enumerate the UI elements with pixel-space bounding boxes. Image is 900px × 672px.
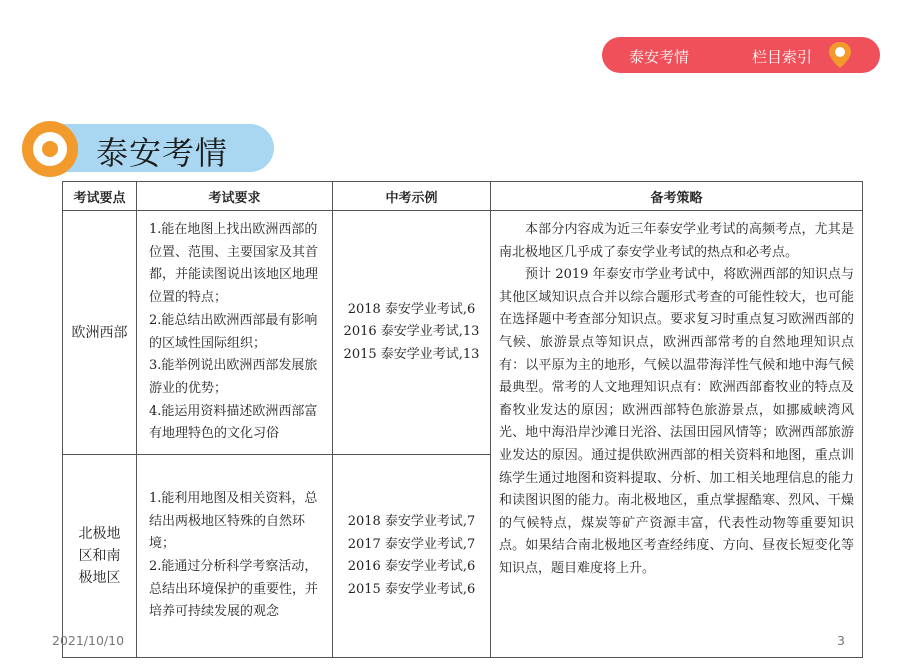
example-item: 2016 泰安学业考试,6	[347, 559, 476, 574]
header-exam-requirement: 考试要求	[137, 182, 333, 211]
region-cell	[63, 455, 137, 658]
table-row	[63, 211, 863, 455]
page-number: 3	[837, 633, 845, 648]
strategy-cell	[491, 211, 863, 658]
requirement-item: 2.能总结出欧洲西部最有影响的区域性国际组织；	[149, 312, 318, 351]
requirement-item: 2.能通过分析科学考察活动，总结出环境保护的重要性，并培养可持续发展的观念	[149, 559, 319, 620]
header-prep-strategy: 备考策略	[491, 182, 863, 211]
example-item: 2016 泰安学业考试,13	[343, 324, 480, 340]
example-item: 2015 泰安学业考试,13	[343, 346, 480, 362]
header-exam-point: 考试要点	[63, 182, 137, 211]
example-item: 2018 泰安学业考试,7	[347, 514, 476, 529]
strategy-paragraph: 预计 2019 年泰安市学业考试中，将欧洲西部的知识点与其他区域知识点合并以综合题形式考查的可能性较大，也可能在选择题中考查部分知识点。要求复习时重点复习欧洲西部的气候、旅游景点等知识点，欧洲西部常考的自然地理知识点有：以平原为主的地形，气候以温带海洋性气候和地中海气候最典型。常考的人文地理知识点有：欧洲西部畜牧业的特点及畜牧业发达的原因；欧洲西部特色旅游景点，如挪威峡湾风光、地中海沿岸沙滩日光浴、法国田园风情等；欧洲西部旅游业发达的原因。通过提供欧洲西部的相关资料和地图，重点训练学生通过地图和资料提取、分析、加工相关地理信息的能力和读图识图的能力。南北极地区，重点掌握酷寒、烈风、干燥的气候特点，煤炭等矿产资源丰富，代表性动物等重要知识点。如果结合南北极地区考查经纬度、方向、昼夜长短变化等知识点，题目难度将上升。	[499, 267, 854, 576]
requirements-cell	[137, 211, 333, 455]
example-item: 2015 泰安学业考试,6	[347, 581, 476, 597]
requirement-item: 1.能在地图上找出欧洲西部的位置、范围、主要国家及其首都，并能读图说出该地区地理位置的特点；	[149, 221, 319, 306]
strategy-paragraph: 本部分内容成为近三年泰安学业考试的高频考点，尤其是南北极地区几乎成了泰安学业考试的热点和必考点。	[499, 222, 854, 260]
target-icon-center	[42, 141, 58, 157]
example-item: 2017 泰安学业考试,7	[347, 536, 476, 552]
requirement-item: 3.能举例说出欧洲西部发展旅游业的优势；	[149, 358, 318, 396]
requirement-item: 1.能利用地图及相关资料，总结出两极地区特殊的自然环境；	[149, 490, 318, 552]
header-exam-examples: 中考示例	[333, 182, 491, 211]
region-label: 北极地区和南极地区	[78, 526, 121, 586]
example-item: 2018 泰安学业考试,6	[347, 301, 476, 317]
table-header-row	[63, 182, 863, 211]
footer-date: 2021/10/10	[52, 633, 125, 648]
section-title: 泰安考情	[96, 134, 229, 172]
nav-tab-index[interactable]: 栏目索引	[752, 48, 813, 66]
location-pin-icon[interactable]	[825, 40, 855, 70]
requirements-cell	[137, 455, 333, 658]
requirement-item: 4.能运用资料描述欧洲西部富有地理特色的文化习俗	[149, 403, 318, 442]
examples-cell	[333, 211, 491, 455]
region-cell: 欧洲西部	[63, 211, 137, 455]
nav-tab-current[interactable]: 泰安考情	[629, 48, 690, 66]
examples-cell	[333, 455, 491, 658]
exam-info-table	[62, 181, 863, 658]
